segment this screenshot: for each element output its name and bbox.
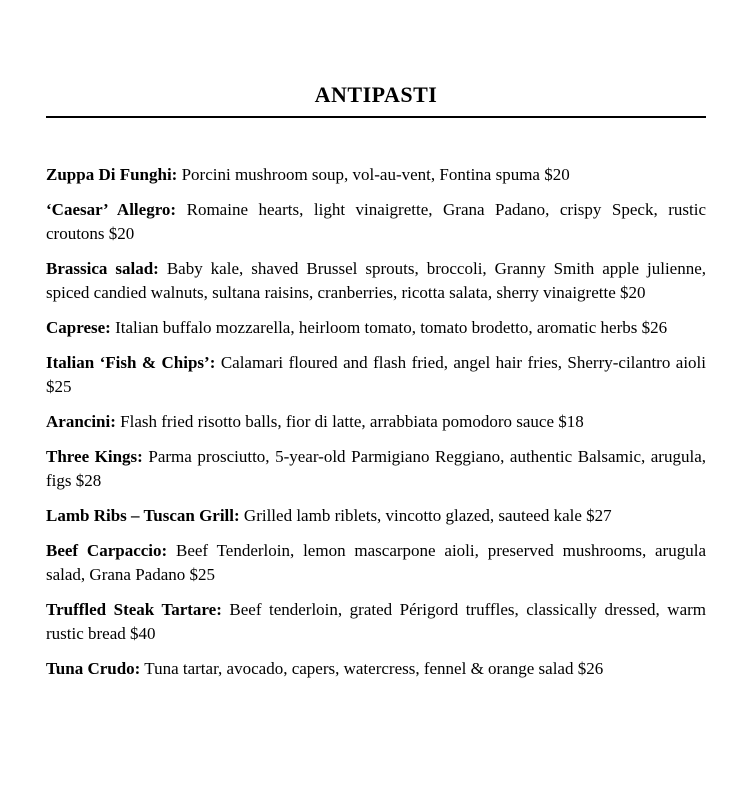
menu-item-name: Italian ‘Fish & Chips’: bbox=[46, 353, 216, 372]
menu-page bbox=[0, 82, 752, 806]
menu-item-name: Beef Carpaccio: bbox=[46, 541, 168, 560]
title-divider bbox=[46, 116, 706, 118]
menu-item-description: Grilled lamb riblets, vincotto glazed, sauteed kale $27 bbox=[243, 506, 612, 525]
menu-item-name: Arancini: bbox=[46, 412, 116, 431]
menu-item bbox=[46, 410, 706, 434]
menu-item-name: Caprese: bbox=[46, 318, 111, 337]
menu-item-description: Romaine hearts, light vinaigrette, Grana Padano, crispy Speck, rustic croutons $20 bbox=[46, 200, 706, 243]
menu-item-name: Lamb Ribs – Tuscan Grill: bbox=[46, 506, 240, 525]
menu-item-name: Tuna Crudo: bbox=[46, 659, 141, 678]
menu-item-description: Tuna tartar, avocado, capers, watercress, fennel & orange salad $26 bbox=[144, 659, 604, 678]
menu-item bbox=[46, 539, 706, 587]
section-title: ANTIPASTI bbox=[314, 82, 438, 107]
menu-item-name: Brassica salad: bbox=[46, 259, 159, 278]
menu-item-description: Parma prosciutto, 5-year-old Parmigiano Reggiano, authentic Balsamic, arugula, figs $28 bbox=[46, 447, 706, 490]
menu-item-name: Zuppa Di Funghi: bbox=[46, 165, 178, 184]
menu-item bbox=[46, 657, 706, 681]
menu-item-description: Flash fried risotto balls, fior di latte, arrabbiata pomodoro sauce $18 bbox=[120, 412, 584, 431]
menu-item-description: Calamari floured and flash fried, angel hair fries, Sherry-cilantro aioli $25 bbox=[46, 353, 707, 396]
menu-item bbox=[46, 257, 706, 305]
menu-item-description: Baby kale, shaved Brussel sprouts, broccoli, Granny Smith apple julienne, spiced candied walnuts, sultana raisins, cranberries, ricotta salata, sherry vinaigrette $20 bbox=[46, 259, 707, 302]
menu-item-name: ‘Caesar’ Allegro: bbox=[46, 200, 177, 219]
menu-item-description: Italian buffalo mozzarella, heirloom tomato, tomato brodetto, aromatic herbs $26 bbox=[115, 318, 668, 337]
menu-item-description: Beef Tenderloin, lemon mascarpone aioli, preserved mushrooms, arugula salad, Grana Padano $25 bbox=[46, 541, 706, 584]
menu-item bbox=[46, 198, 706, 246]
menu-item bbox=[46, 504, 706, 528]
menu-item-name: Truffled Steak Tartare: bbox=[46, 600, 222, 619]
menu-item bbox=[46, 316, 706, 340]
menu-item-name: Three Kings: bbox=[46, 447, 143, 466]
menu-item bbox=[46, 445, 706, 493]
menu-item bbox=[46, 351, 706, 399]
menu-item bbox=[46, 163, 706, 187]
menu-item-description: Porcini mushroom soup, vol-au-vent, Fontina spuma $20 bbox=[181, 165, 570, 184]
menu-items bbox=[46, 163, 706, 681]
menu-item-description: Beef tenderloin, grated Périgord truffles, classically dressed, warm rustic bread $40 bbox=[46, 600, 706, 643]
menu-item bbox=[46, 598, 706, 646]
